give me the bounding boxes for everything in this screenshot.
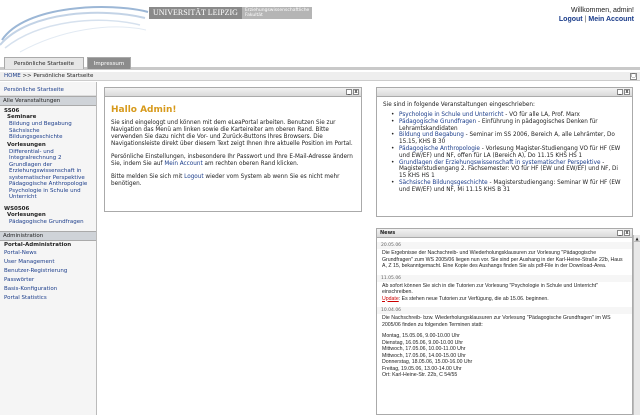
sidebar-item-course[interactable]: Pädagogische Anthropologie xyxy=(9,181,88,187)
sidebar-item-personal-home[interactable]: Persönliche Startseite xyxy=(0,86,96,96)
welcome-title: Hallo Admin! xyxy=(111,105,177,115)
news-body: Ab sofort können Sie sich in die Tutorien zur Vorlesung "Psychologie in Schule und Unterricht" einschreiben. Update: Es stehen neue Tutorien zur Verfügung, die ab 15.06. beginnen. xyxy=(382,282,598,302)
welcome-paragraph: Sie sind eingeloggt und können mit dem eLeaPortal arbeiten. Benutzen Sie zur Navigation das Menü am linken sowie die Karteireiter am oberen Rand. Bitte verwenden Sie dazu nicht die Vor- und Zurück-Buttons Ihres Browsers. Die Navigationsleiste direkt über diesem Text zeigt Ihnen Ihre aktuelle Position im Portal. xyxy=(111,120,353,147)
sidebar-item-course[interactable]: Pädagogische Grundfragen xyxy=(9,218,84,225)
sidebar-item-admin[interactable]: Basis-Konfiguration xyxy=(4,286,58,292)
schedule-line: Mittwoch, 17.05.06, 10.00-11.00 Uhr xyxy=(382,346,466,352)
news-update-link[interactable]: Update xyxy=(382,295,399,302)
sidebar-item-course[interactable]: Psychologie in Schule und Unterricht xyxy=(9,187,81,200)
close-icon[interactable]: x xyxy=(625,89,629,95)
university-name: UNIVERSITÄT LEIPZIG xyxy=(149,7,242,19)
sidebar-item-course[interactable]: Differential- und Integralrechnung 2 xyxy=(9,148,62,161)
news-date: 20.05.06 xyxy=(377,242,632,249)
university-badge xyxy=(149,7,312,19)
list-item: • Pädagogische Grundfragen - Einführung in pädagogisches Denken für Lehramtskandidaten xyxy=(395,119,626,133)
list-item: • Sächsische Bildungsgeschichte - Magisterstudiengang: Seminar W für HF (EW und EW/EF) und NF, Mi 11.15 KHS B 31 xyxy=(395,180,626,194)
close-icon[interactable]: x xyxy=(625,230,629,236)
schedule-line: Montag, 15.05.06, 9.00-10.00 Uhr xyxy=(382,333,460,339)
fullscreen-icon[interactable]: ▢ xyxy=(631,73,636,79)
list-item: • Pädagogische Anthropologie - Vorlesung Magister-Studiengang VO für HF (EW und EW/EF) und NF, offen für LA (Bereich A), Do 11.15 KHS HS 1 xyxy=(395,146,626,160)
course-link[interactable]: Psychologie in Schule und Unterricht xyxy=(399,112,504,118)
ribbon-logo xyxy=(0,0,150,55)
breadcrumb-sep: >> xyxy=(22,73,32,79)
sidebar-item-admin[interactable]: Passwörter xyxy=(4,277,35,283)
group-vorlesungen-ws: Vorlesungen xyxy=(7,211,46,218)
schedule-line: Dienstag, 16.05.06, 9.00-10.00 Uhr xyxy=(382,339,464,346)
course-link[interactable]: Sächsische Bildungsgeschichte xyxy=(399,179,488,186)
news-schedule xyxy=(377,332,632,380)
scroll-up-icon[interactable]: ▲ xyxy=(635,236,639,241)
minimize-icon[interactable]: _ xyxy=(347,89,351,95)
page-scrollbar[interactable] xyxy=(633,235,640,415)
semester-ss06: SS06 xyxy=(4,108,20,114)
news-body: Die Ergebnisse der Nachschreib- und Wiederholungsklausuren zur Vorlesung "Pädagogische Grundfragen" zum WS 2005/06 liegen nun vor. Sie sind per Aushang in der Karl-Heine-Straße 22b, Haus A, Z 15, bekanntgemacht. Eine Kopie des Aushangs finden Sie als pdf-File in der Download-Area. xyxy=(382,250,623,269)
faculty-name: Erziehungswissenschaftliche Fakultät xyxy=(242,7,312,19)
logout-inline-link[interactable]: Logout xyxy=(184,174,204,180)
group-vorlesungen: Vorlesungen xyxy=(7,141,46,148)
schedule-line: Donnerstag, 18.05.06, 15.00-16.00 Uhr xyxy=(382,359,473,365)
panel-header xyxy=(377,229,632,238)
course-link[interactable]: Pädagogische Grundfragen xyxy=(399,118,477,125)
courses-intro: Sie sind in folgende Veranstaltungen eingeschrieben: xyxy=(383,102,535,108)
my-account-link[interactable]: Mein Account xyxy=(588,16,634,23)
semester-ws0506: WS0506 xyxy=(4,205,30,212)
course-list xyxy=(395,112,626,194)
my-account-inline-link[interactable]: Mein Account xyxy=(164,161,203,167)
group-seminare: Seminare xyxy=(7,114,37,120)
sidebar-item-course[interactable]: Sächsische Bildungsgeschichte xyxy=(9,127,63,140)
close-icon[interactable]: x xyxy=(354,89,358,95)
sidebar-item-admin[interactable]: Portal-News xyxy=(4,250,37,256)
breadcrumb xyxy=(0,72,640,81)
sidebar-item-course[interactable]: Grundlagen der Erziehungswissenschaft in systematischer Perspektive xyxy=(9,161,85,181)
logout-link[interactable]: Logout xyxy=(558,16,583,23)
schedule-line: Ort: Karl-Heine-Str. 22b, C 54/55 xyxy=(382,372,458,378)
schedule-line: Freitag, 19.05.06, 13.00-14.00 Uhr xyxy=(382,365,462,372)
list-item: • Psychologie in Schule und Unterricht - VO für alle LA, Prof. Marx xyxy=(395,112,626,119)
list-item: • Grundlagen der Erziehungswissenschaft in systematischer Perspektive - Magisterstudiengang 2. Fachsemester: VO für HF (EW und EW/EF) und NF, Di 15 KHS HS 1 xyxy=(395,160,626,180)
welcome-panel xyxy=(104,87,362,212)
course-link[interactable]: Pädagogische Anthropologie xyxy=(399,145,480,152)
course-link[interactable]: Grundlagen der Erziehungswissenschaft in systematischer Perspektive xyxy=(399,159,601,166)
admin-title: Portal-Administration xyxy=(4,242,72,248)
news-body: Die Nachschreib- bzw. Wiederholungsklausuren zur Vorlesung "Pädagogische Grundfragen" im WS 2005/06 finden zu folgenden Terminen statt: xyxy=(382,315,611,328)
welcome-text: Willkommen, admin! xyxy=(570,7,634,14)
tab-personal-home[interactable]: Persönliche Startseite xyxy=(4,57,84,69)
sidebar-section-admin: Administration xyxy=(0,231,96,241)
sidebar-item-course[interactable]: Bildung und Begabung xyxy=(9,121,72,127)
panel-header xyxy=(105,88,361,97)
header xyxy=(0,0,640,55)
user-area xyxy=(559,6,634,24)
welcome-paragraph-logout: Bitte melden Sie sich mit Logout wieder vom System ab wenn Sie es nicht mehr benötigen. xyxy=(111,174,340,187)
sidebar-item-admin[interactable]: User Management xyxy=(4,259,55,265)
tab-bar xyxy=(0,55,640,70)
minimize-icon[interactable]: _ xyxy=(618,230,622,236)
separator: | xyxy=(584,16,587,23)
news-date: 10.04.06 xyxy=(377,307,632,314)
minimize-icon[interactable]: _ xyxy=(618,89,622,95)
sidebar-item-admin[interactable]: Portal Statistics xyxy=(4,295,47,301)
schedule-line: Mittwoch, 17.05.06, 14.00-15.00 Uhr xyxy=(382,352,466,359)
course-link[interactable]: Bildung und Begabung xyxy=(399,132,464,139)
tab-impressum[interactable]: Impressum xyxy=(87,57,131,69)
list-item: • Bildung und Begabung - Seminar im SS 2006, Bereich A, alle Lehrämter, Do 15.15, KHS B 30 xyxy=(395,132,626,146)
news-date: 11.05.06 xyxy=(377,275,632,282)
welcome-paragraph-account: Persönliche Einstellungen, insbesondere Ihr Passwort und Ihre E-Mail-Adresse ändern Sie, indem Sie auf Mein Account am rechten oberen Rand klicken. xyxy=(111,154,353,167)
enrolled-courses-panel xyxy=(376,87,633,217)
panel-header xyxy=(377,88,632,97)
news-panel xyxy=(376,228,633,415)
sidebar-item-admin[interactable]: Benutzer-Registrierung xyxy=(4,268,68,274)
sidebar-section-courses: Alle Veranstaltungen xyxy=(0,96,96,106)
breadcrumb-current: Persönliche Startseite xyxy=(33,73,94,79)
news-title: News xyxy=(380,230,396,236)
sidebar xyxy=(0,82,97,415)
breadcrumb-home[interactable]: HOME xyxy=(4,73,21,79)
